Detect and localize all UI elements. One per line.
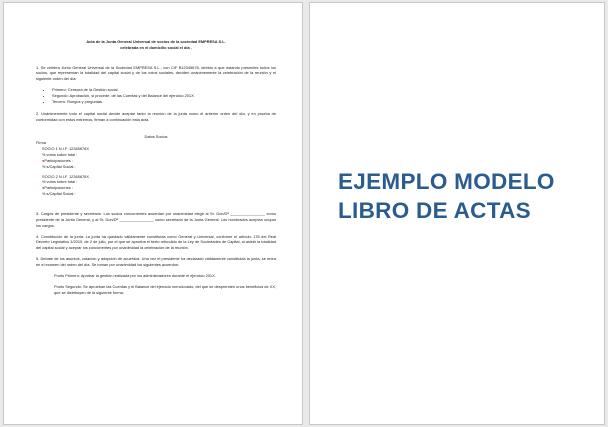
red-bullet-icon: ● <box>42 157 45 163</box>
socio1-participaciones: ●Participaciones : <box>42 157 73 163</box>
agenda-item: • Segundo: Aprobación, si procede, de las Cuentas y del Balance del ejercicio 201X. <box>52 93 276 99</box>
cover-title-line2: LIBRO DE ACTAS <box>338 198 531 223</box>
firma-label: Firma <box>36 140 46 146</box>
paragraph-5: 5. Debate de los asuntos, votación y adopción de acuerdos. Una vez el presidente ha declarado válidamente constituida la junta, se entra en el examen del orden del día. Se toman por unanimidad los siguientes acuerdos: <box>36 256 276 267</box>
red-bullet-icon: ● <box>42 185 45 191</box>
punto-segundo: Punto Segundo: Se aprueban las Cuentas y el Balance del ejercicio mencionado, del que se desprenden unos beneficios de XX, que se distribuyen de la siguiente forma: <box>54 283 276 295</box>
cover-title <box>338 167 598 225</box>
paragraph-4: 4. Constitución de la junta: La junta ha quedado válidamente constituida como General y Universal, conforme el artículo 178 del Real Decreto Legislativo 1/2010, de 2 de julio, por el que se aprueba el texto refundido de la Ley de Sociedades de Capital, al asistir la totalidad del capital social y aceptar los concurrentes por unanimidad la celebración de la reunión. <box>36 233 276 251</box>
agenda-list <box>36 87 276 105</box>
socio1-capital: % s/Capital Social : <box>42 163 76 169</box>
socio2-id: SOCIO 2 N.I.F. 12345678X <box>42 173 89 179</box>
socio1-id: SOCIO 1 N.I.F. 12345678X <box>42 146 89 152</box>
agenda-item: • Primero: Censura de la Gestión social. <box>52 87 276 93</box>
document-page-left <box>3 2 303 425</box>
socio2-participaciones: ●Participaciones : <box>42 185 73 191</box>
document-page-right <box>309 2 605 425</box>
paragraph-2: 2. Unánimemente todo el capital social decide aceptar tanto la reunión de la junta como el anterior orden del día, y en prueba de conformidad con estos extremos, firman a continuación esta acta. <box>36 110 276 122</box>
acta-title-line1: Acta de la Junta General Universal de socios de la sociedad EMPRESA S.L. <box>86 39 226 44</box>
socio2-capital: % s/Capital Social : <box>42 191 76 197</box>
agenda-item: • Tercero: Ruegos y preguntas. <box>52 99 276 105</box>
punto-primero: Punto Primero: Aprobar la gestión realizada por los administradores durante el ejercicio 201X. <box>54 272 216 278</box>
socios-heading: Datos Socios <box>144 134 168 140</box>
socio1-votos: % votos sobre total : <box>42 151 78 157</box>
paragraph-3: 3. Cargos de presidente y secretario. Los socios concurrentes acuerdan por unanimidad elegir al Sr. Don/Dª ________________ como presidente de la Junta General, y al Sr. Don/Dª ________________ como secretario de la Junta General. Los nombrados aceptan ocupar los cargos. <box>36 210 276 228</box>
acta-title-line2: celebrada en el domicilio social el día . <box>120 45 192 51</box>
paragraph-1: 1. Se celebra Junta General Universal de la Sociedad EMPRESA S.L., con CIF B12345678, debido a que estando presentes todos los socios, que representan la totalidad del capital social y de los votos sociales, deciden unánimemente la celebración de la reunión y el siguiente orden del día: <box>36 64 276 82</box>
cover-title-line1: EJEMPLO MODELO <box>338 169 555 194</box>
acta-title <box>36 39 276 52</box>
acta-document <box>36 39 276 300</box>
socio2-votos: % votos sobre total : <box>42 179 78 185</box>
